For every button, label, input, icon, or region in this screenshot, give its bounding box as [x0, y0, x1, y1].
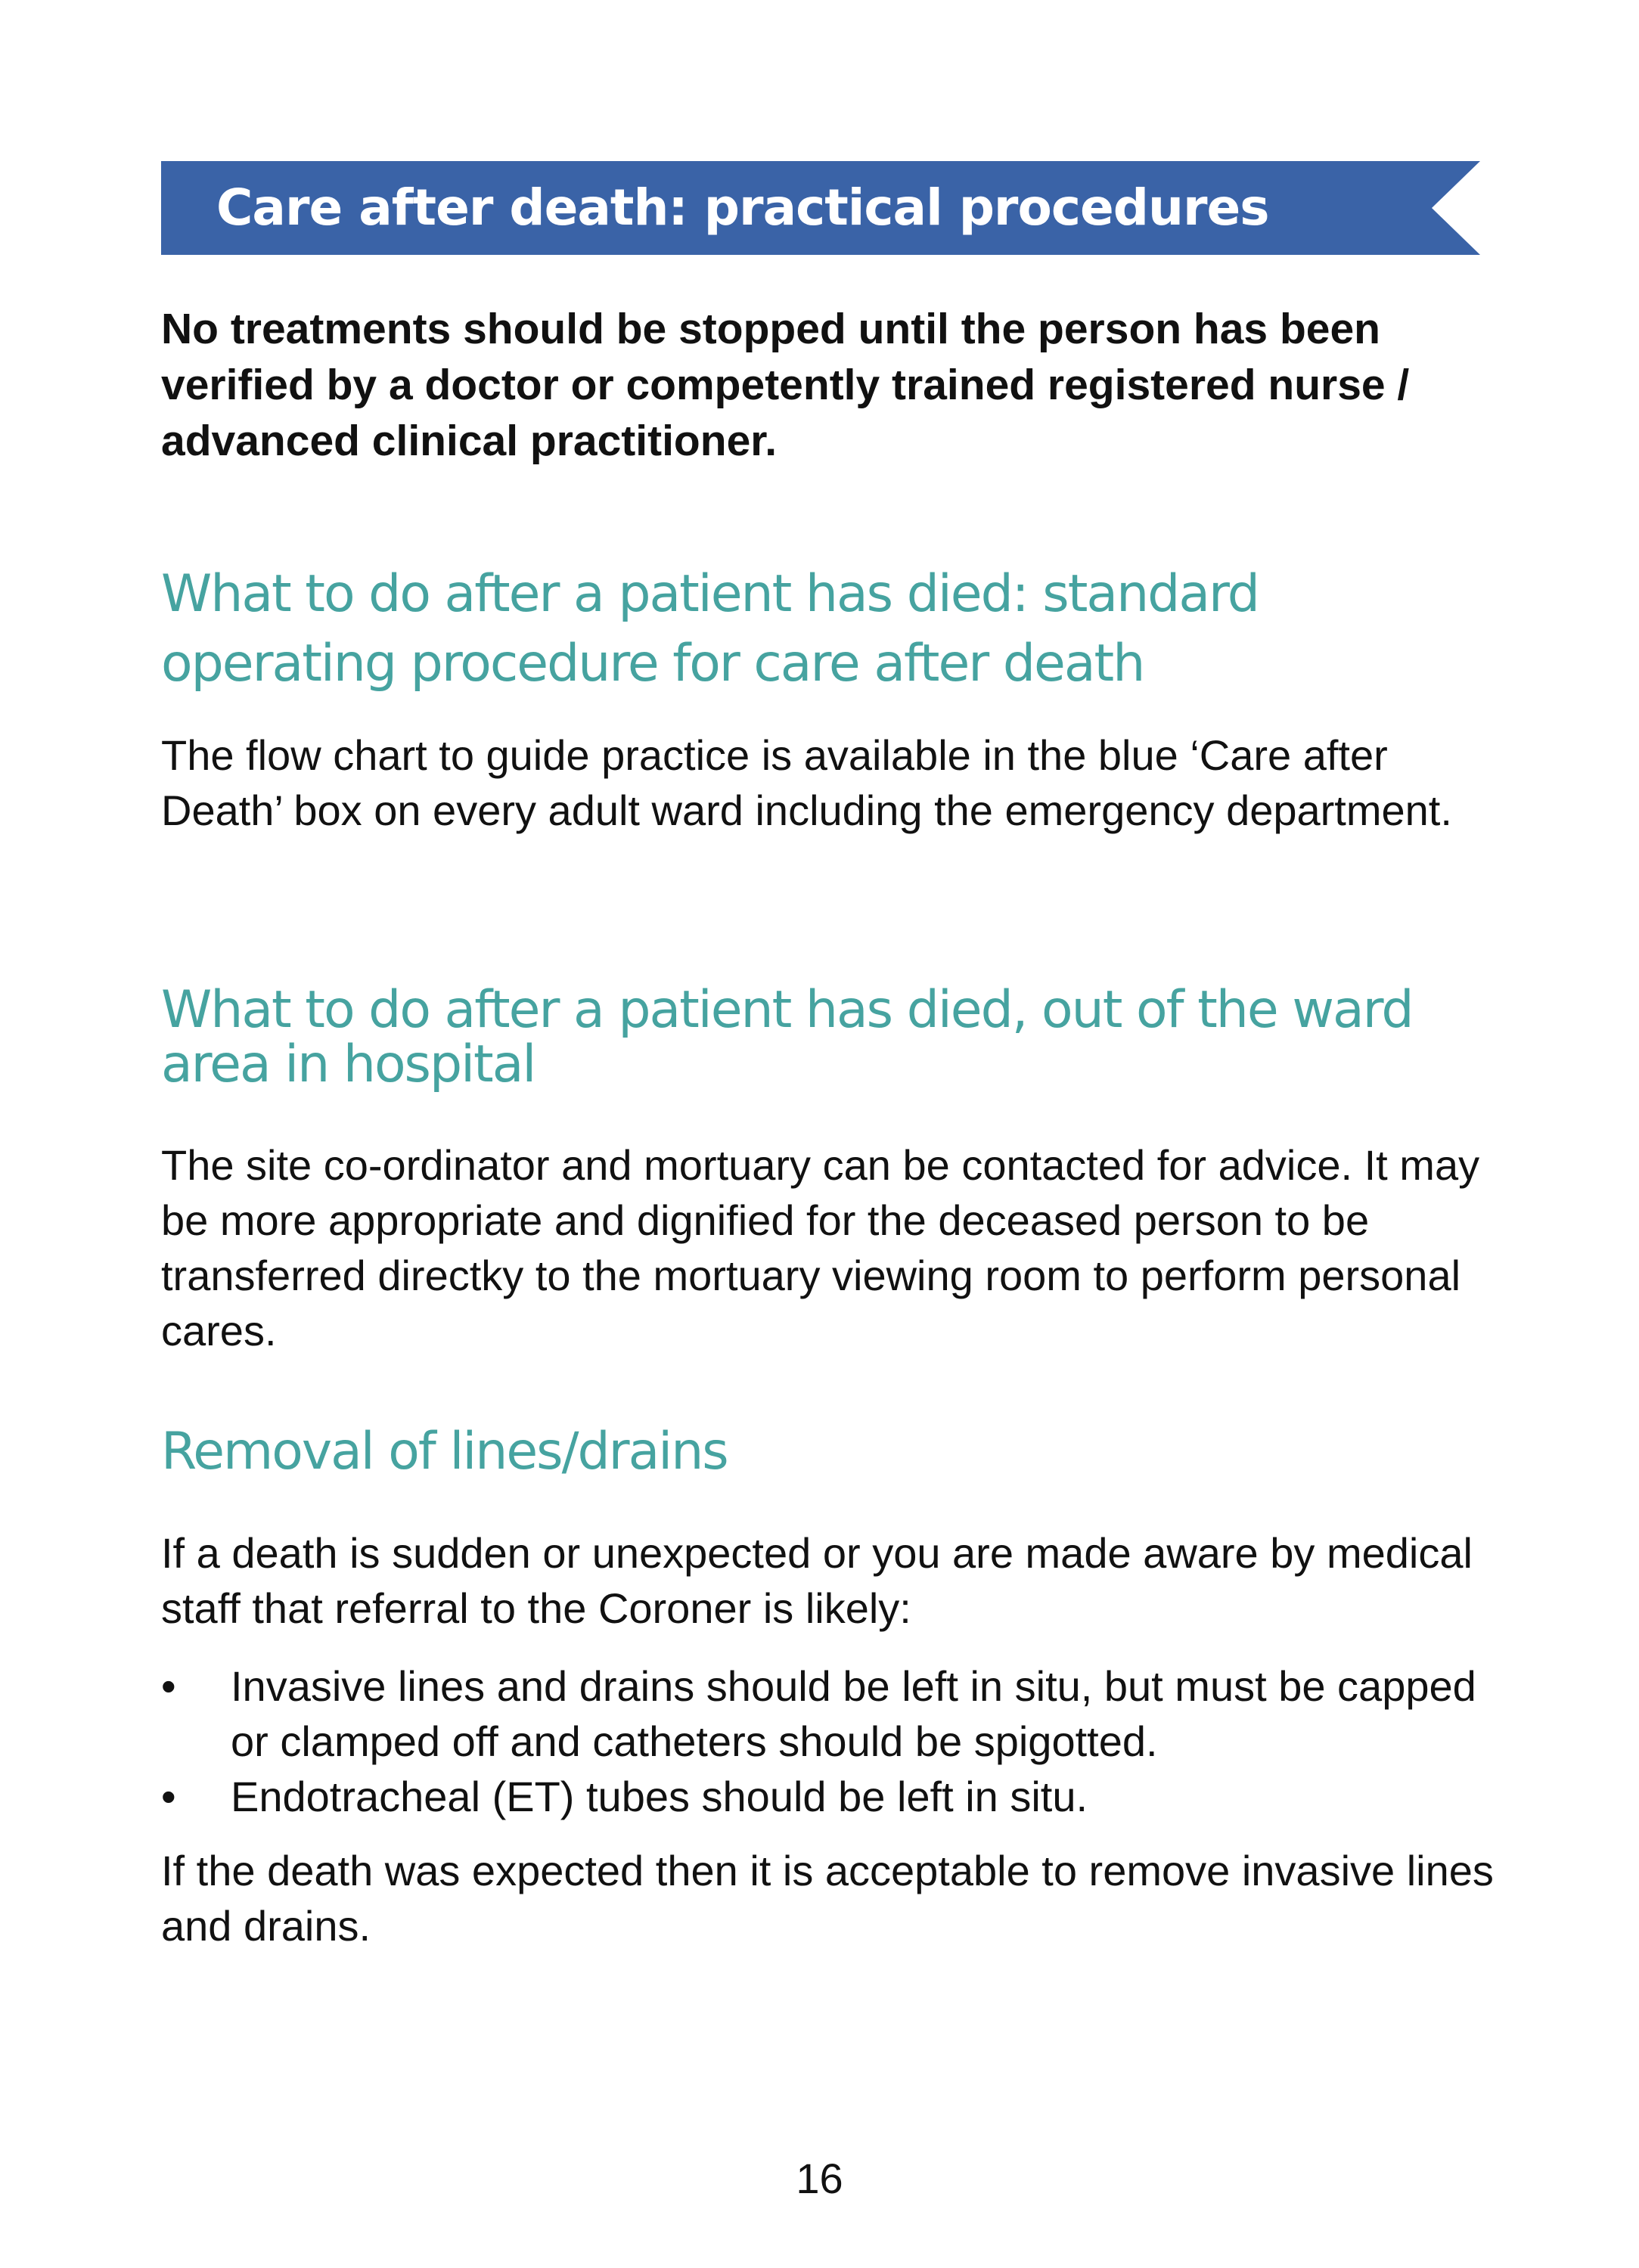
- removal-closing-text: If the death was expected then it is acceptable to remove invasive lines and drains.: [161, 1847, 1494, 1950]
- section-heading-standard-procedure: What to do after a patient has died: standard operating procedure for care after death: [161, 564, 1259, 693]
- section-heading-out-of-ward: What to do after a patient has died, out of the ward area in hospital: [161, 980, 1413, 1094]
- section-body-out-of-ward: The site co-ordinator and mortuary can be contacted for advice. It may be more appropriate and dignified for the deceased person to be transferred directky to the mortuary viewing room to perform personal cares.: [161, 1141, 1480, 1354]
- page-title: Care after death: practical procedures: [216, 178, 1269, 237]
- list-item: [161, 1769, 1500, 1824]
- bullet-icon: •: [161, 1773, 176, 1820]
- section-body-standard-procedure: The flow chart to guide practice is available in the blue ‘Care after Death’ box on every adult ward including the emergency department.: [161, 731, 1452, 834]
- warning-notice: No treatments should be stopped until the person has been verified by a doctor or competently trained registered nurse / advanced clinical practitioner.: [161, 305, 1410, 465]
- removal-bullet-list: [161, 1658, 1500, 1824]
- section-heading-removal-of-lines: Removal of lines/drains: [161, 1422, 728, 1481]
- title-banner: [161, 161, 1480, 255]
- list-item-text: Invasive lines and drains should be left in situ, but must be capped or clamped off and catheters should be spigotted.: [231, 1662, 1476, 1765]
- list-item: [161, 1658, 1500, 1769]
- removal-intro-text: If a death is sudden or unexpected or you are made aware by medical staff that referral to the Coroner is likely:: [161, 1529, 1473, 1632]
- bullet-icon: •: [161, 1662, 176, 1710]
- page-number: 16: [796, 2155, 843, 2202]
- list-item-text: Endotracheal (ET) tubes should be left in situ.: [231, 1773, 1088, 1820]
